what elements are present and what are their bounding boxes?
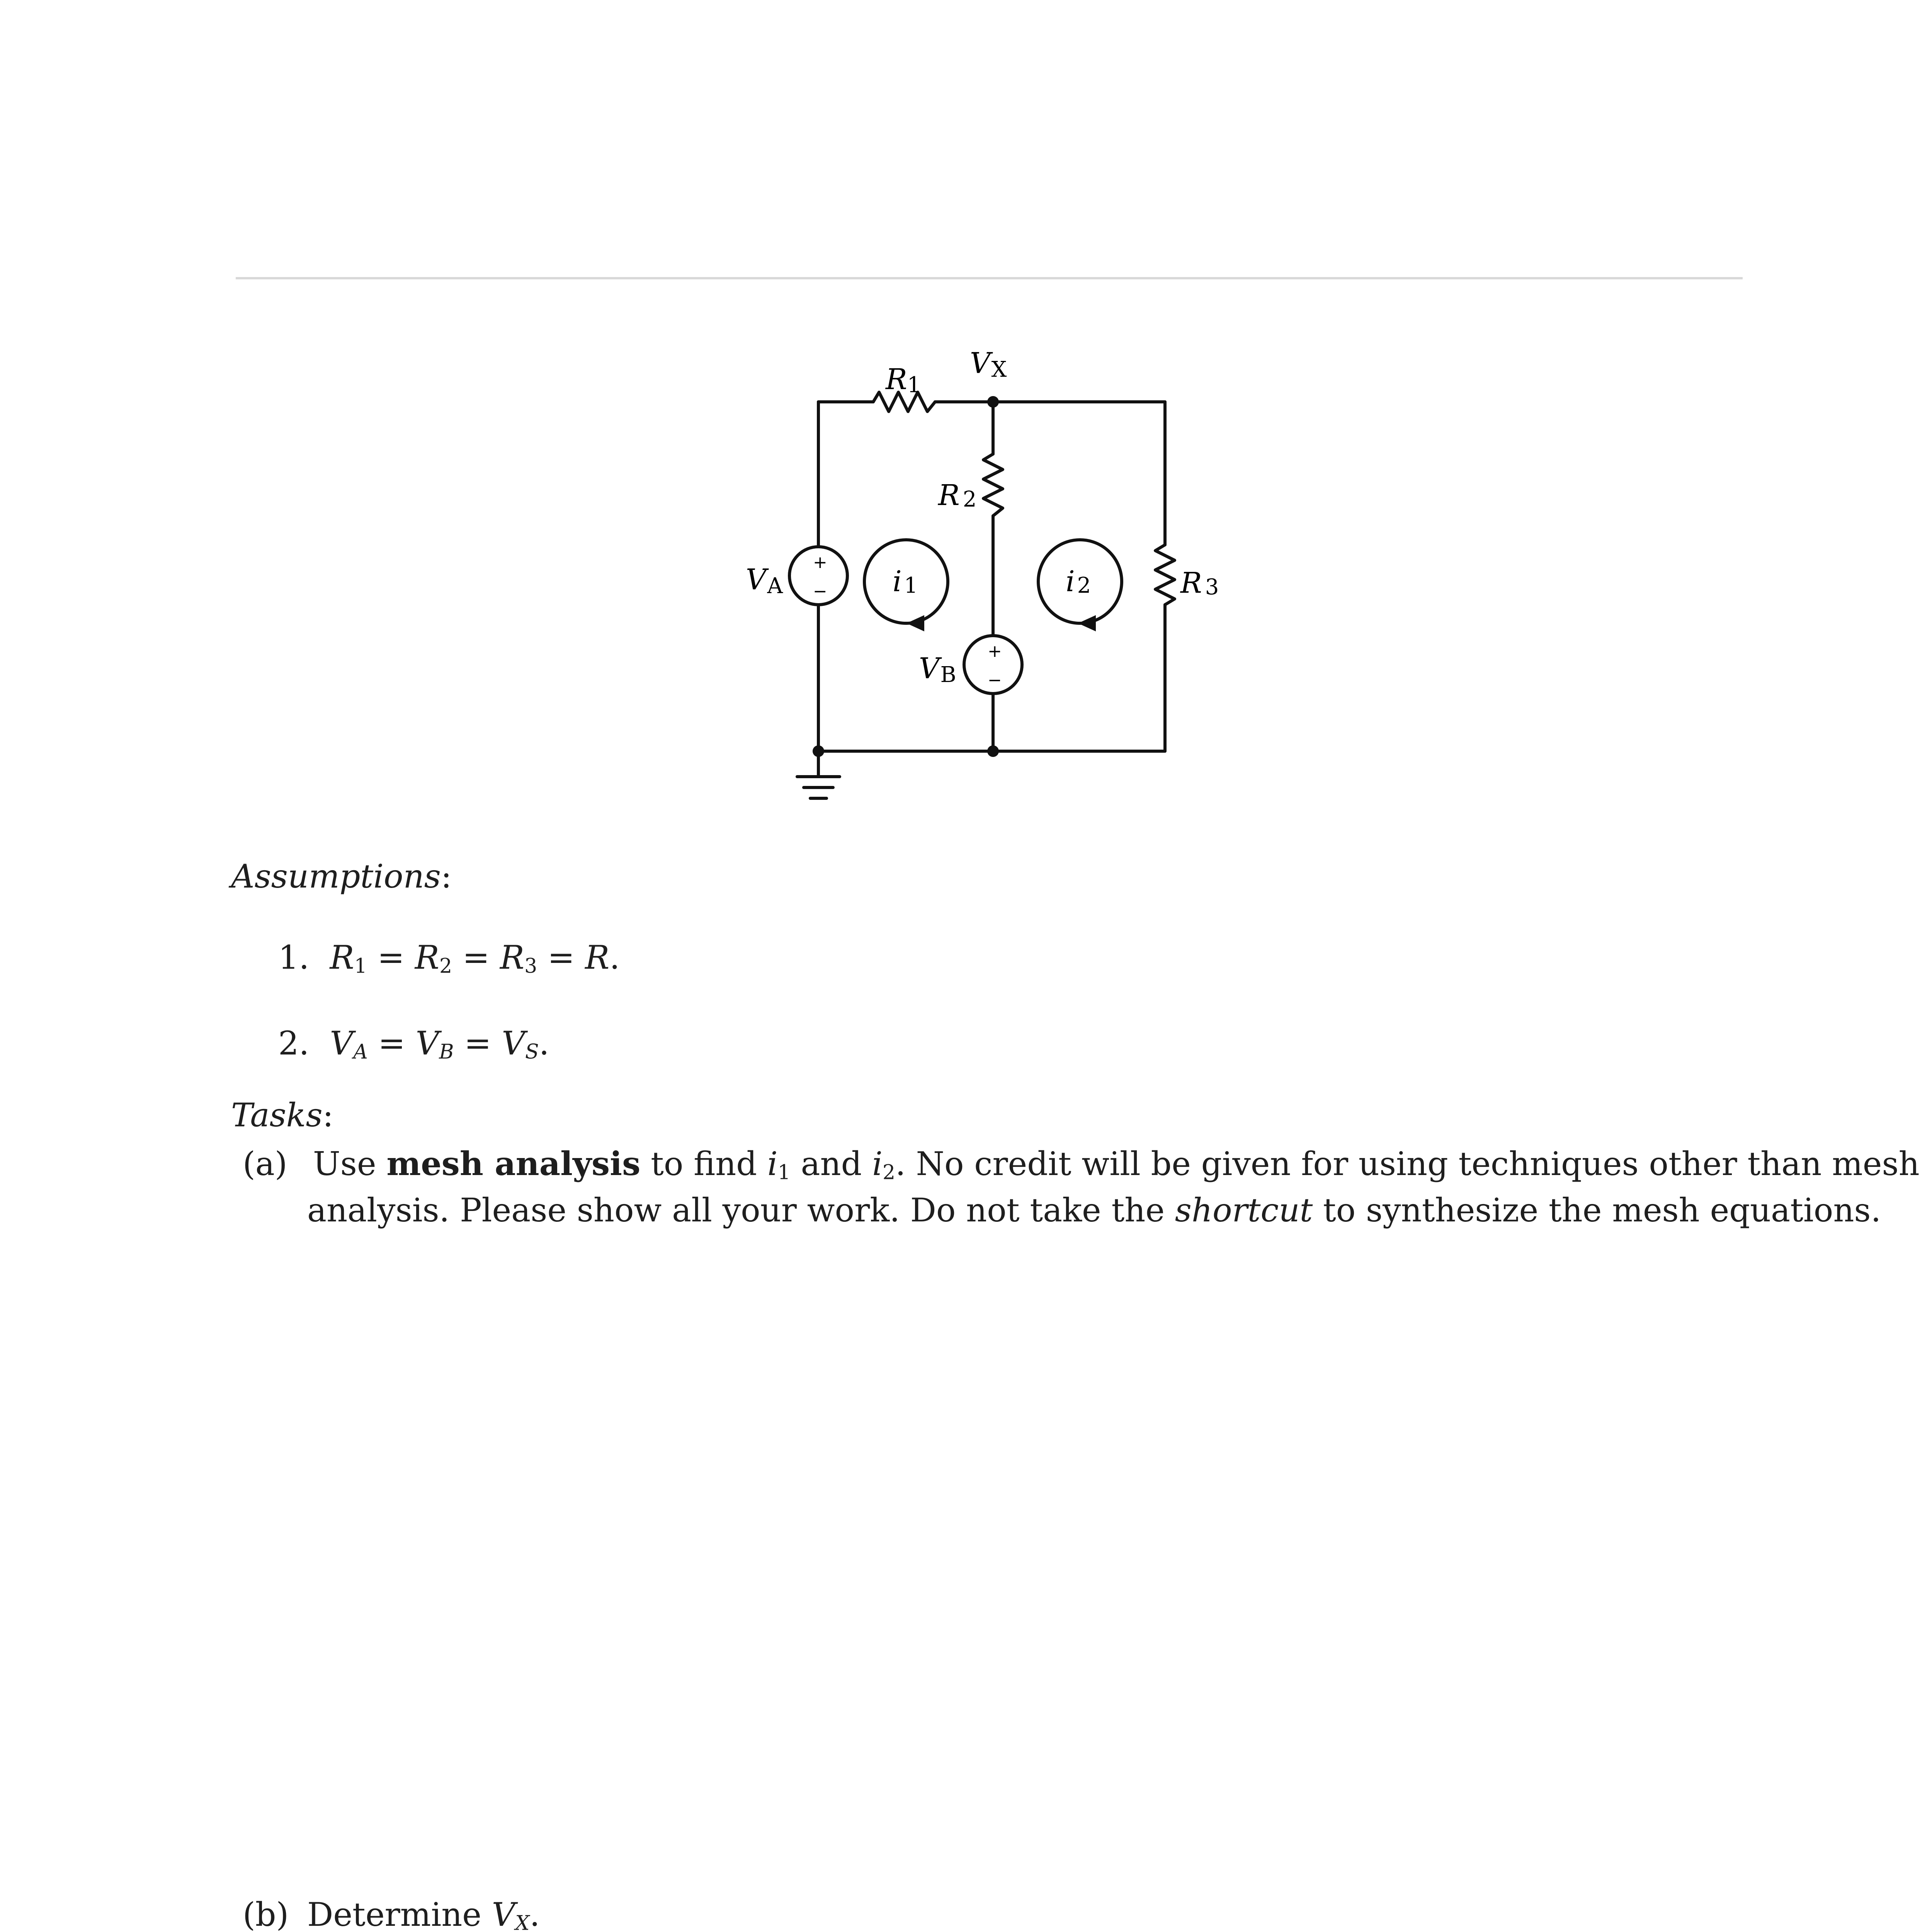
resistor-r2	[983, 454, 1003, 516]
mesh-arrow-i1	[906, 615, 924, 631]
label-r3: R 3	[1180, 566, 1219, 600]
node-dot-vx	[987, 396, 999, 408]
va-plus-sign: +	[813, 553, 827, 572]
label-i2: i 2	[1066, 565, 1091, 598]
task-b-label: (b)	[243, 1896, 289, 1932]
label-r2: R 2	[938, 479, 977, 512]
node-dot-bottom-mid	[987, 745, 999, 757]
label-va: VA	[746, 563, 783, 599]
task-b-text: Determine $V_X$.	[307, 1896, 540, 1932]
label-i1: i 1	[893, 565, 918, 598]
task-a-label: (a)	[243, 1145, 287, 1183]
vb-minus-sign: −	[988, 670, 1002, 690]
tasks-heading: Tasks:	[231, 1096, 334, 1134]
va-minus-sign: −	[813, 582, 827, 601]
label-r1: R1	[886, 363, 921, 398]
label-vx: VX	[970, 347, 1007, 382]
mesh-arrow-i2	[1078, 615, 1096, 631]
task-a-line-1: Use mesh analysis to find $i_1$ and $i_2$. No credit will be given for using techniques other than mesh	[313, 1145, 1920, 1184]
resistor-r3	[1155, 545, 1175, 605]
assumption-1: 1. $R_1 = R_2 = R_3 = R$.	[278, 939, 620, 978]
node-dot-ground	[813, 745, 824, 757]
task-a-line-2: analysis. Please show all your work. Do not take the shortcut to synthesize the mesh equations.	[307, 1191, 1881, 1229]
vb-plus-sign: +	[988, 641, 1002, 661]
assumption-2: 2. $V_A = V_B = V_S$.	[278, 1024, 549, 1064]
label-vb: VB	[919, 652, 956, 687]
assumptions-heading: Assumptions:	[231, 857, 452, 895]
